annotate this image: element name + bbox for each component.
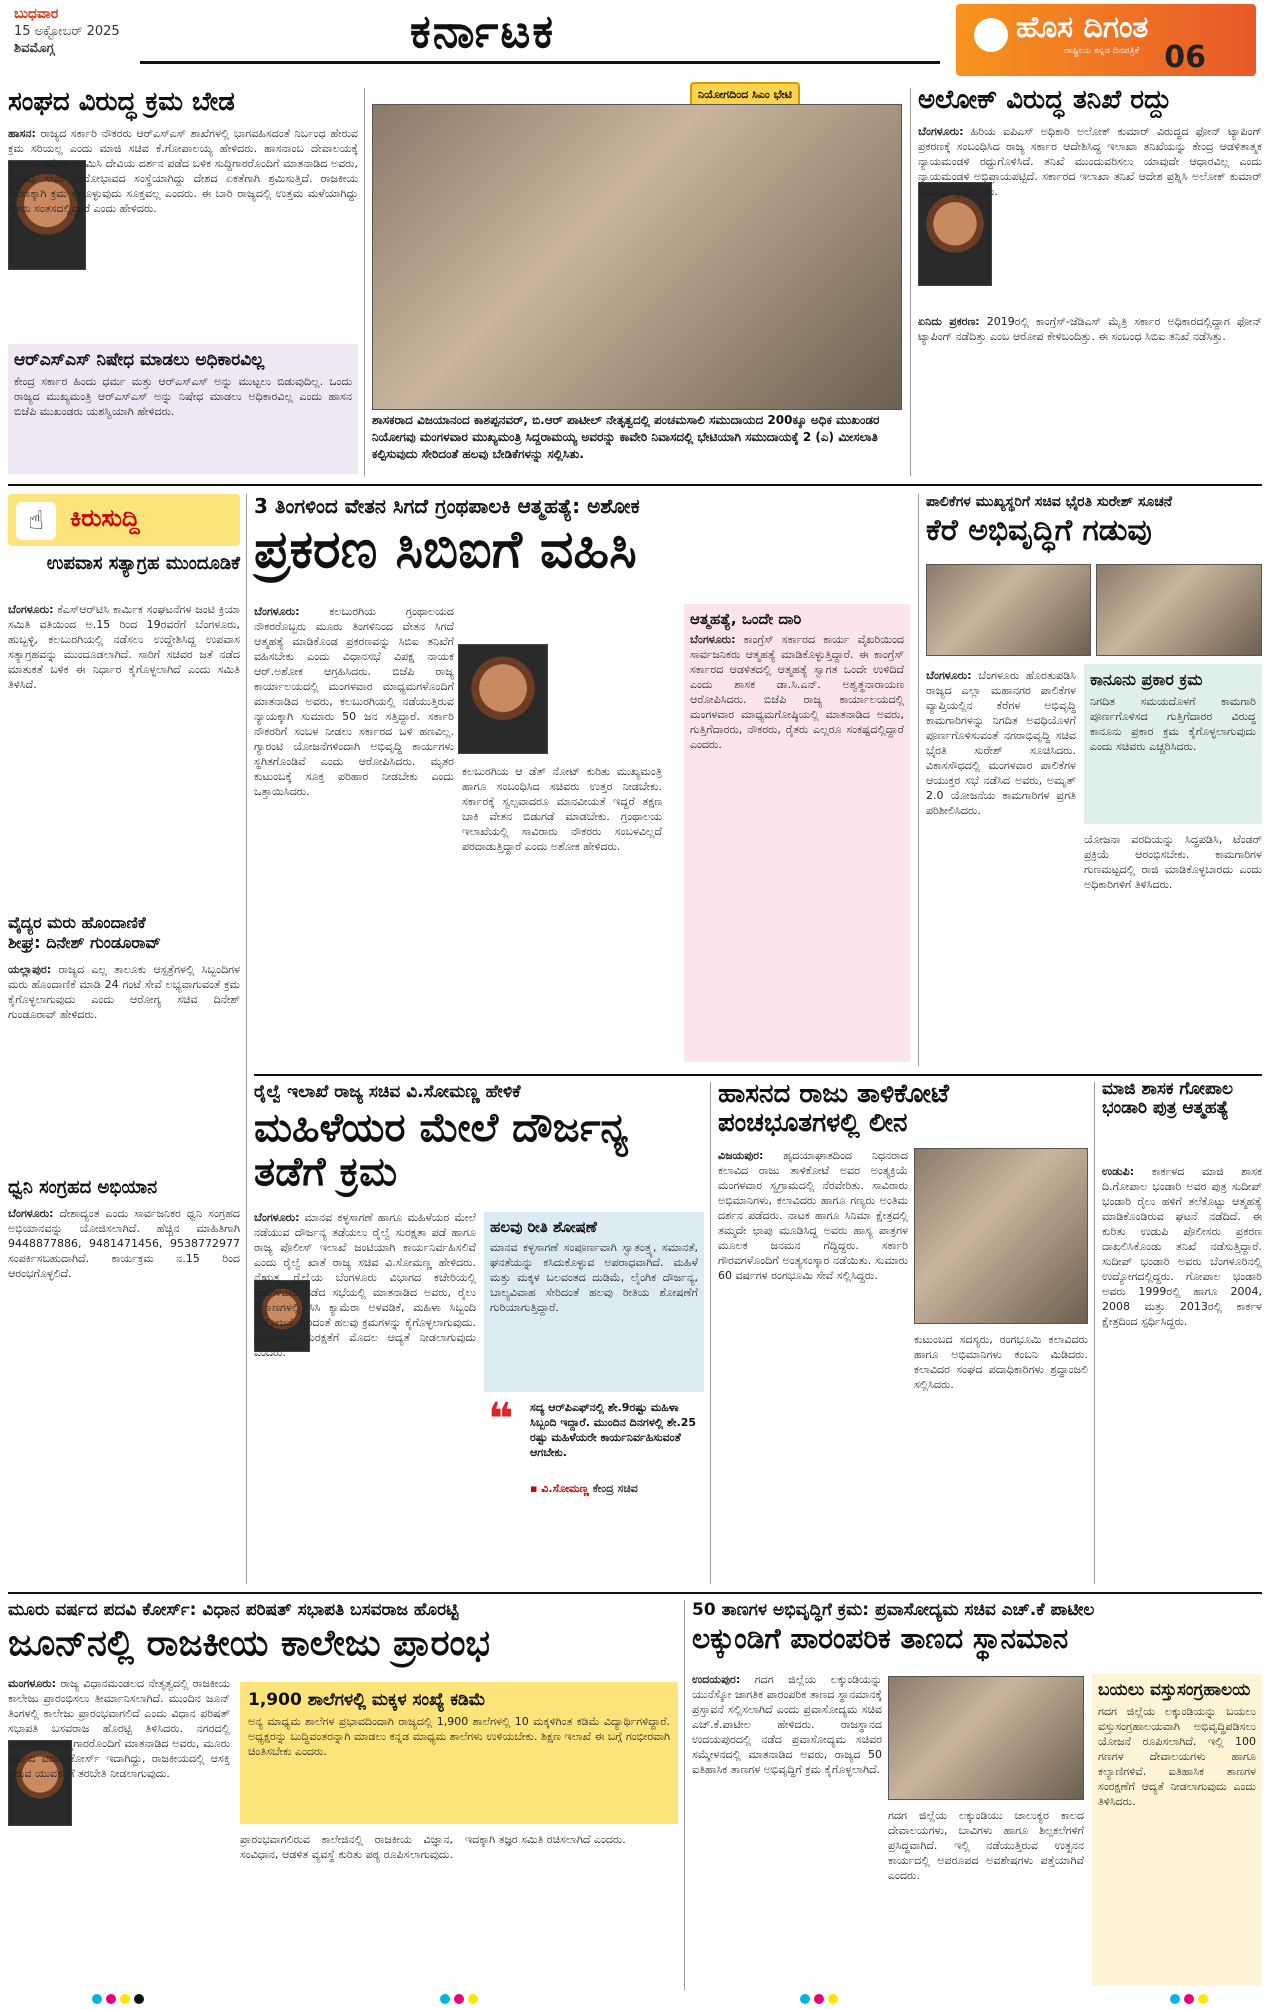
article-alok [918,86,1262,478]
header-day: ಬುಧವಾರ [14,6,59,22]
sub-body: ಕೇಂದ್ರ ಸರ್ಕಾರ ಹಿಂದು ಧರ್ಮ ಮತ್ತು ಆರ್‌ಎಸ್‌ಎಸ್ ಅನ್ನು ಮುಟ್ಟಲು ಬಿಡುವುದಿಲ್ಲ. ಒಂದು ರಾಜ್ಯದ ಮುಖ್ಯಮಂತ್ರಿ ಆರ್‌ಎಸ್‌ಎಸ್ ಅನ್ನು ನಿಷೇಧ ಮಾಡಲು ಅಧಿಕಾರವಿಲ್ಲ ಎಂದು ಹಾಸನ ಬಿಜೆಪಿ ಮುಖಂಡರು ಯಶಸ್ವಿಯಾಗಿ ಹೇಳಿದರು. [14,375,352,418]
kicker: 3 ತಿಂಗಳಿಂದ ವೇತನ ಸಿಗದೆ ಗ್ರಂಥಪಾಲಕಿ ಆತ್ಮಹತ್ಯೆ: ಅಶೋಕ [254,494,640,518]
body-text: ದೇಶಾದ್ಯಂತ ಎಂದು ಸಾರ್ವಜನಿಕರ ಧ್ವನಿ ಸಂಗ್ರಹದ ಅಭಿಯಾನವನ್ನು ಯೋಜಿಸಲಾಗಿದೆ. ಹೆಚ್ಚಿನ ಮಾಹಿತಿಗಾಗಿ 9448877886, 9481471456, 9538772977 ಸಂಪರ್ಕಿಸಬಹುದಾಗಿದೆ. ಕಾರ್ಯಕ್ರಮ ನ.15 ರಿಂದ ಆರಂಭಗೊಳ್ಳಲಿದೆ. [8,1207,240,1280]
brief-body [8,962,240,1168]
registration-mark [828,1994,838,2004]
article-lakkundi [692,1600,1262,1990]
article-college [8,1600,678,1990]
photo-caption: ಶಾಸಕರಾದ ವಿಜಯಾನಂದ ಕಾಶಪ್ಪನವರ್, ಬಿ.ಆರ್ ಪಾಟೀಲ್ ನೇತೃತ್ವದಲ್ಲಿ ಪಂಚಮಸಾಲಿ ಸಮುದಾಯದ 200ಕ್ಕೂ ಅಧಿಕ ಮುಖಂಡರ ನಿಯೋಗವು ಮಂಗಳವಾರ ಮುಖ್ಯಮಂತ್ರಿ ಸಿದ್ದರಾಮಯ್ಯ ಅವರನ್ನು ಕಾವೇರಿ ನಿವಾಸದಲ್ಲಿ ಭೇಟಿಯಾಗಿ ಸಮುದಾಯಕ್ಕೆ 2 (ಎ) ಮೀಸಲಾತಿ ಕಲ್ಪಿಸುವುದು ಸೇರಿದಂತೆ ಹಲವು ಬೇಡಿಕೆಗಳನ್ನು ಸಲ್ಲಿಸಿತು. [372,413,880,461]
sidebar-box [684,604,910,1062]
body-text: ಹೃದಯಾಘಾತದಿಂದ ನಿಧನರಾದ ಕಲಾವಿದ ರಾಜು ತಾಳಿಕೋಟೆ ಅವರ ಅಂತ್ಯಕ್ರಿಯೆ ಮಂಗಳವಾರ ಸ್ವಗ್ರಾಮದಲ್ಲಿ ನೆರವೇರಿತು. ಸಾವಿರಾರು ಅಭಿಮಾನಿಗಳು, ಕಲಾವಿದರು ಹಾಗೂ ಗಣ್ಯರು ಅಂತಿಮ ದರ್ಶನ ಪಡೆದರು. ನಾಟಕ ಹಾಗೂ ಸಿನಿಮಾ ಕ್ಷೇತ್ರದಲ್ಲಿ ತಮ್ಮದೇ ಛಾಪು ಮೂಡಿಸಿದ್ದ ಅವರು ಹಾಸ್ಯ ಪಾತ್ರಗಳ ಮೂಲಕ ಜನಮನ ಗೆದ್ದಿದ್ದರು. ಸರ್ಕಾರಿ ಗೌರವಗಳೊಂದಿಗೆ ಅಂತ್ಯಸಂಸ್ಕಾರ ನಡೆಯಿತು. ಸುಮಾರು 60 ವರ್ಷಗಳ ರಂಗಭೂಮಿ ಸೇವೆ ಸಲ್ಲಿಸಿದ್ದರು. [718,1149,908,1282]
article-cm-delegation [372,82,902,478]
dateline: ಉಡುಪಿ: [1102,1165,1135,1178]
headline: ಕೆರೆ ಅಭಿವೃದ್ಧಿಗೆ ಗಡುವು [926,513,1152,548]
article-body [254,1210,476,1580]
paper-tagline: ರಾಷ್ಟ್ರೀಯ ಕನ್ನಡ ದಿನಪತ್ರಿಕೆ [1064,46,1140,56]
kicker: 50 ತಾಣಗಳ ಅಭಿವೃದ್ಧಿಗೆ ಕ್ರಮ: ಪ್ರವಾಸೋದ್ಯಮ ಸಚಿವ ಎಚ್.ಕೆ ಪಾಟೀಲ [692,1600,1095,1620]
headline: ಜೂನ್‌ನಲ್ಲಿ ರಾಜಕೀಯ ಕಾಲೇಜು ಪ್ರಾರಂಭ [8,1623,491,1664]
portrait-photo [458,644,548,754]
body-text: ಕಾರ್ಕಳದ ಮಾಜಿ ಶಾಸಕ ದಿ.ಗೋಪಾಲ ಭಂಡಾರಿ ಅವರ ಪುತ್ರ ಸುದೀಪ್ ಭಂಡಾರಿ ರೈಲು ಹಳಿಗೆ ತಲೆಕೊಟ್ಟು ಆತ್ಮಹತ್ಯೆ ಮಾಡಿಕೊಂಡಿರುವ ಘಟನೆ ನಡೆದಿದೆ. ಈ ಕುರಿತು ಉಡುಪಿ ಪೊಲೀಸರು ಪ್ರಕರಣ ದಾಖಲಿಸಿಕೊಂಡು ತನಿಖೆ ನಡೆಸುತ್ತಿದ್ದಾರೆ. ಸುದೀಪ್ ಭಂಡಾರಿ ಅವರು ಬೆಂಗಳೂರಿನಲ್ಲಿ ಉದ್ಯೋಗದಲ್ಲಿದ್ದರು. ಗೋಪಾಲ ಭಂಡಾರಿ ಅವರು 1999ರಲ್ಲಿ ಹಾಗೂ 2004, 2008 ಮತ್ತು 2013ರಲ್ಲಿ ಕಾರ್ಕಳ ಕ್ಷೇತ್ರದಿಂದ ಸ್ಪರ್ಧಿಸಿದ್ದರು. [1102,1165,1262,1328]
kicker: ಪಾಲಿಕೆಗಳ ಮುಖ್ಯಸ್ಥರಿಗೆ ಸಚಿವ ಭೈರತಿ ಸುರೇಶ್ ಸೂಚನೆ [926,494,1173,510]
sidebar-box [484,1212,704,1392]
subhead: ಆರ್‌ಎಸ್‌ಎಸ್ ನಿಷೇಧ ಮಾಡಲು ಅಧಿಕಾರವಿಲ್ಲ [14,350,265,370]
dateline: ಬೆಂಗಳೂರು: [254,605,300,618]
body-text: ರಾಜ್ಯ ವಿಧಾನಮಂಡಲದ ನೇತೃತ್ವದಲ್ಲಿ ರಾಜಕೀಯ ಕಾಲೇಜು ಪ್ರಾರಂಭಿಸಲು ತೀರ್ಮಾನಿಸಲಾಗಿದೆ. ಮುಂದಿನ ಜೂನ್ ತಿಂಗಳಲ್ಲಿ ಕಾಲೇಜು ಪ್ರಾರಂಭವಾಗಲಿದೆ ಎಂದು ವಿಧಾನ ಪರಿಷತ್ ಸಭಾಪತಿ ಬಸವರಾಜ ಹೊರಟ್ಟಿ ತಿಳಿಸಿದರು. ನಗರದಲ್ಲಿ ಮಂಗಳವಾರ ಸುದ್ದಿಗಾರರೊಂದಿಗೆ ಮಾತನಾಡಿದ ಅವರು, ಮೂರು ವರ್ಷದ ಪದವಿ ಕೋರ್ಸ್ ಇದಾಗಿದ್ದು, ರಾಜಕೀಯದಲ್ಲಿ ಆಸಕ್ತಿ ಇರುವ ಯುವಕರಿಗೆ ತರಬೇತಿ ನೀಡಲಾಗುವುದು. [8,1677,230,1780]
sidebar-title: ಕಾನೂನು ಪ್ರಕಾರ ಕ್ರಮ [1090,670,1203,689]
page-number: 06 [1164,40,1206,75]
body-text: ರಾಜ್ಯದ ಎಲ್ಲ ತಾಲೂಕು ಆಸ್ಪತ್ರೆಗಳಲ್ಲಿ ಸಿಬ್ಬಂದಿಗಳ ಮರು ಹೊಂದಾಣಿಕೆ ಮಾಡಿ 24 ಗಂಟೆ ಸೇವೆ ಲಭ್ಯವಾಗುವಂತೆ ಕ್ರಮ ಕೈಗೊಳ್ಳಲಾಗುವುದು ಎಂದು ಆರೋಗ್ಯ ಸಚಿವ ದಿನೇಶ್ ಗುಂಡೂರಾವ್ ಹೇಳಿದರು. [8,963,240,1021]
article-body [254,604,454,1064]
sidebar-body [690,632,904,1052]
dateline: ಯಲ್ಲಾಪುರ: [8,963,52,976]
quote-role: ಕೇಂದ್ರ ಸಚಿವ [592,1482,638,1495]
headline: ಹಾಸನದ ರಾಜು ತಾಳಿಕೋಟೆ ಪಂಚಭೂತಗಳಲ್ಲಿ ಲೀನ [718,1079,950,1138]
paper-logo [956,4,1256,76]
brief-body [8,1206,240,1578]
headline: ಮಹಿಳೆಯರ ಮೇಲೆ ದೌರ್ಜನ್ಯ ತಡೆಗೆ ಕ್ರಮ [254,1105,629,1195]
quote-attribution [530,1482,704,1496]
brief-body [8,602,240,902]
dateline: ಬೆಂಗಳೂರು: [8,1207,54,1220]
kicker: ರೈಲ್ವೆ ಇಲಾಖೆ ರಾಜ್ಯ ಸಚಿವ ವಿ.ಸೋಮಣ್ಣ ಹೇಳಿಕೆ [254,1082,521,1102]
pull-quote: ಸದ್ಯ ಆರ್‌ಪಿಎಫ್‌ನಲ್ಲಿ ಶೇ.9ರಷ್ಟು ಮಹಿಳಾ ಸಿಬ್ಬಂದಿ ಇದ್ದಾರೆ. ಮುಂದಿನ ದಿನಗಳಲ್ಲಿ ಶೇ.25 ರಷ್ಟು ಮಹಿಳೆಯರೇ ಕಾರ್ಯನಿರ್ವಹಿಸುವಂತೆ ಆಗಬೇಕು. [530,1401,697,1459]
registration-mark [134,1994,144,2004]
article-sangha [8,88,358,476]
meeting-photo-1 [926,564,1091,656]
article-kere [926,494,1262,1066]
article-body-2: ಗದಗ ಜಿಲ್ಲೆಯ ಲಕ್ಕುಂಡಿಯು ಚಾಲುಕ್ಯರ ಕಾಲದ ದೇವಾಲಯಗಳು, ಬಾವಿಗಳು ಹಾಗೂ ಶಿಲ್ಪಕಲೆಗಳಿಗೆ ಪ್ರಸಿದ್ಧವಾಗಿದೆ. ಇಲ್ಲಿ ನಡೆಯುತ್ತಿರುವ ಉತ್ಖನನ ಕಾರ್ಯದಲ್ಲಿ ಅಪರೂಪದ ಅವಶೇಷಗಳು ಪತ್ತೆಯಾಗಿವೆ ಎಂದರು. [888,1809,1084,1882]
registration-mark [1170,1994,1180,2004]
headline: ಮಾಜಿ ಶಾಸಕ ಗೋಪಾಲ ಭಂಡಾರಿ ಪುತ್ರ ಆತ್ಮಹತ್ಯೆ [1102,1079,1233,1118]
sub-article-box [8,344,358,474]
sidebar-body: ಗದಗ ಜಿಲ್ಲೆಯ ಲಕ್ಕುಂಡಿಯನ್ನು ಬಯಲು ವಸ್ತುಸಂಗ್ರಹಾಲಯವಾಗಿ ಅಭಿವೃದ್ಧಿಪಡಿಸಲು ಯೋಜನೆ ರೂಪಿಸಲಾಗಿದೆ. ಇಲ್ಲಿ 100 ಗಣಗಳ ದೇವಾಲಯಗಳು ಹಾಗೂ ಕಲ್ಯಾಣಿಗಳಿವೆ. ಐತಿಹಾಸಿಕ ತಾಣಗಳ ಸಂರಕ್ಷಣೆಗೆ ಆದ್ಯತೆ ನೀಡಲಾಗುವುದು ಎಂದು ತಿಳಿಸಿದರು. [1098,1705,1256,1808]
sub-label: ಏನಿದು ಪ್ರಕರಣ: [918,315,980,328]
body-text: ಹಿರಿಯ ಐಪಿಎಸ್ ಅಧಿಕಾರಿ ಅಲೋಕ್ ಕುಮಾರ್ ವಿರುದ್ಧದ ಫೋನ್ ಟ್ಯಾಪಿಂಗ್ ಪ್ರಕರಣಕ್ಕೆ ಸಂಬಂಧಿಸಿದ ರಾಜ್ಯ ಸರ್ಕಾರ ಆದೇಶಿಸಿದ್ದ ಇಲಾಖಾ ತನಿಖೆಯನ್ನು ಕೇಂದ್ರ ಆಡಳಿತಾತ್ಮಕ ನ್ಯಾಯಮಂಡಳಿ ರದ್ದುಗೊಳಿಸಿದೆ. ತನಿಖೆ ಮುಂದುವರಿಸಲು ಯಾವುದೇ ಆಧಾರವಿಲ್ಲ ಎಂದು ನ್ಯಾಯಮಂಡಳಿ ಅಭಿಪ್ರಾಯಪಟ್ಟಿದೆ. ಸರ್ಕಾರದ ಇಲಾಖಾ ತನಿಖೆ ಆದೇಶ ಪ್ರಶ್ನಿಸಿ ಅಲೋಕ್ ಕುಮಾರ್ ಸಿಎಟಿ ಮೆಟ್ಟಿಲೇರಿದ್ದರು. [918,125,1262,198]
article-body [926,668,1076,888]
dateline: ಬೆಂಗಳೂರು: [254,1211,300,1224]
article-body [1102,1164,1262,1580]
headline: ಲಕ್ಕುಂಡಿಗೆ ಪಾರಂಪರಿಕ ತಾಣದ ಸ್ಥಾನಮಾನ [692,1622,1069,1655]
article-body [8,126,358,336]
article-body [692,1672,882,1986]
dateline: ಬೆಂಗಳೂರು: [926,669,972,682]
quote-mark-icon: ❝ [488,1394,514,1445]
registration-mark [468,1994,478,2004]
dateline: ಮಂಗಳೂರು: [8,1677,56,1690]
article-cbi [254,494,910,1066]
article-body-2: ಕುಟುಂಬದ ಸದಸ್ಯರು, ರಂಗಭೂಮಿ ಕಲಾವಿದರು ಹಾಗೂ ಅಭಿಮಾನಿಗಳು ಕಂಬನಿ ಮಿಡಿದರು. ಕಲಾವಿದರ ಸಂಘದ ಪದಾಧಿಕಾರಿಗಳು ಶ್ರದ್ಧಾಂಜಲಿ ಸಲ್ಲಿಸಿದರು. [914,1333,1088,1391]
sub-section [918,314,1262,474]
registration-mark [454,1994,464,2004]
finger-point-icon: ☝ [16,502,56,540]
dateline: ಬೆಂಗಳೂರು: [918,125,964,138]
article-bhandari [1102,1080,1262,1584]
article-body [8,1676,230,1986]
body-text: ಕೆಎಸ್‌ಆರ್‌ಟಿಸಿ ಕಾರ್ಮಿಕ ಸಂಘಟನೆಗಳ ಜಂಟಿ ಕ್ರಿಯಾ ಸಮಿತಿ ವತಿಯಿಂದ ಅ.15 ರಿಂದ 19ರವರೆಗೆ ಬೆಂಗಳೂರು, ಹುಬ್ಬಳ್ಳಿ, ಕಲಬುರಗಿಯಲ್ಲಿ ನಡೆಸಲು ಉದ್ದೇಶಿಸಿದ್ದ ಉಪವಾಸ ಸತ್ಯಾಗ್ರಹವನ್ನು ಮುಂದೂಡಲಾಗಿದೆ. ಸಾರಿಗೆ ಸಚಿವರ ಜತೆ ನಡೆದ ಮಾತುಕತೆ ಬಳಿಕ ಈ ನಿರ್ಧಾರ ಕೈಗೊಳ್ಳಲಾಗಿದೆ ಎಂದು ಸಮಿತಿ ತಿಳಿಸಿದೆ. [8,603,240,691]
photo-badge: ನಿಯೋಗದಿಂದ ಸಿಎಂ ಭೇಟಿ [690,82,800,120]
dateline: ವಿಜಯಪುರ: [718,1149,764,1162]
article-body [918,124,1262,306]
briefs-column [8,494,240,1584]
body-text: ಬೆಂಗಳೂರು ಹೊರತುಪಡಿಸಿ ರಾಜ್ಯದ ಎಲ್ಲಾ ಮಹಾನಗರ ಪಾಲಿಕೆಗಳ ವ್ಯಾಪ್ತಿಯಲ್ಲಿನ ಕೆರೆಗಳ ಅಭಿವೃದ್ಧಿ ಕಾಮಗಾರಿಗಳನ್ನು ನಿಗದಿತ ಅವಧಿಯೊಳಗೆ ಪೂರ್ಣಗೊಳಿಸುವಂತೆ ನಗರಾಭಿವೃದ್ಧಿ ಸಚಿವ ಭೈರತಿ ಸುರೇಶ್ ಸೂಚಿಸಿದರು. ವಿಕಾಸಸೌಧದಲ್ಲಿ ಮಂಗಳವಾರ ಪಾಲಿಕೆಗಳ ಆಯುಕ್ತರ ಸಭೆ ನಡೆಸಿದ ಅವರು, ಅಮೃತ್ 2.0 ಯೋಜನೆಯ ಕಾಮಗಾರಿಗಳ ಪ್ರಗತಿ ಪರಿಶೀಲಿಸಿದರು. [926,669,1076,817]
header-date: 15 ಅಕ್ಟೋಬರ್ 2025 [14,24,120,39]
meeting-photo-2 [1096,564,1262,656]
header-dateline [14,6,120,57]
dateline: ಉದಯಪುರ: [692,1673,741,1686]
brief-title: ವೈದ್ಯರ ಮರು ಹೊಂದಾಣಿಕೆ [8,913,146,932]
headline: ಪ್ರಕರಣ ಸಿಬಿಐಗೆ ವಹಿಸಿ [254,520,637,580]
paper-name: ಹೊಸ ದಿಗಂತ [1016,10,1149,45]
body-text: ಗದಗ ಜಿಲ್ಲೆಯ ಲಕ್ಕುಂಡಿಯನ್ನು ಯುನೆಸ್ಕೋ ಜಾಗತಿಕ ಪಾರಂಪರಿಕ ತಾಣದ ಸ್ಥಾನಮಾನಕ್ಕೆ ಪ್ರಸ್ತಾವನೆ ಸಲ್ಲಿಸಲಾಗಿದೆ ಎಂದು ಪ್ರವಾಸೋದ್ಯಮ ಸಚಿವ ಎಚ್.ಕೆ.ಪಾಟೀಲ ಹೇಳಿದರು. ರಾಜಸ್ಥಾನದ ಉದಯಪುರದಲ್ಲಿ ನಡೆದ ಪ್ರವಾಸೋದ್ಯಮ ಸಚಿವರ ಸಮ್ಮೇಳನದಲ್ಲಿ ಮಾತನಾಡಿದ ಅವರು, ರಾಜ್ಯದ 50 ಐತಿಹಾಸಿಕ ತಾಣಗಳ ಅಭಿವೃದ್ಧಿಗೆ ಕ್ರಮ ಕೈಗೊಳ್ಳಲಾಗಿದೆ. [692,1673,882,1776]
article-body-2: ಕಲಬುರಗಿಯ ಆ ಡೆತ್ ನೋಟ್ ಕುರಿತು ಮುಖ್ಯಮಂತ್ರಿ ಹಾಗೂ ಸಂಬಂಧಿಸಿದ ಸಚಿವರು ಉತ್ತರ ನೀಡಬೇಕು. ಸರ್ಕಾರಕ್ಕೆ ಸ್ವಲ್ಪವಾದರೂ ಮಾನವೀಯತೆ ಇದ್ದರೆ ತಕ್ಷಣ ಬಾಕಿ ವೇತನ ಬಿಡುಗಡೆ ಮಾಡಬೇಕು. ಗ್ರಂಥಾಲಯ ಇಲಾಖೆಯಲ್ಲಿ ಸಾವಿರಾರು ನೌಕರರು ಸಂಬಳವಿಲ್ಲದೆ ಪರದಾಡುತ್ತಿದ್ದಾರೆ ಎಂದು ಅಶೋಕ ಹೇಳಿದರು. [462,765,662,853]
headline: ಅಲೋಕ್ ವಿರುದ್ಧ ತನಿಖೆ ರದ್ದು [918,85,1172,115]
headline: ಸಂಘದ ವಿರುದ್ಧ ಕ್ರಮ ಬೇಡ [8,87,235,117]
highlight-box [240,1682,678,1824]
header-city: ಶಿವಮೊಗ್ಗ [14,41,55,56]
registration-mark [106,1994,116,2004]
registration-mark [120,1994,130,2004]
funeral-photo [914,1148,1088,1324]
registration-mark [1198,1994,1208,2004]
group-photo [372,104,902,410]
article-railway [254,1082,704,1584]
logo-emblem-icon [974,18,1008,52]
article-body-2: ಪ್ರಾರಂಭವಾಗಲಿರುವ ಕಾಲೇಜಿನಲ್ಲಿ ರಾಜಕೀಯ ವಿಜ್ಞಾನ, ಸಂವಿಧಾನ, ಆಡಳಿತ ವ್ಯವಸ್ಥೆ ಕುರಿತು ಪಠ್ಯ ರೂಪಿಸಲಾಗುವುದು. ಇದಕ್ಕಾಗಿ ತಜ್ಞರ ಸಮಿತಿ ರಚಿಸಲಾಗಿದೆ ಎಂದರು. [240,1833,626,1861]
body-text: ರಾಜ್ಯದ ಸರ್ಕಾರಿ ನೌಕರರು ಆರ್‌ಎಸ್‌ಎಸ್ ಶಾಖೆಗಳಲ್ಲಿ ಭಾಗವಹಿಸದಂತೆ ನಿರ್ಬಂಧ ಹೇರುವ ಕ್ರಮ ಸರಿಯಲ್ಲ ಎಂದು ಮಾಜಿ ಸಚಿವ ಕೆ.ಗೋಪಾಲಯ್ಯ ಹೇಳಿದರು. ಹಾಸನಾಂಬ ದೇವಾಲಯಕ್ಕೆ ಕುಟುಂಬ ಸಮೇತ ಆಗಮಿಸಿ ದೇವಿಯ ದರ್ಶನ ಪಡೆದ ಬಳಿಕ ಸುದ್ದಿಗಾರರೊಂದಿಗೆ ಮಾತನಾಡಿದ ಅವರು, ಸಂಘವು ಸೇವಾ ಮನೋಭಾವದ ಸಂಸ್ಥೆಯಾಗಿದ್ದು ದೇಶದ ಏಕತೆಗಾಗಿ ಶ್ರಮಿಸುತ್ತಿದೆ. ರಾಜಕೀಯ ಕಾರಣಕ್ಕಾಗಿ ಕ್ರಮ ಕೈಗೊಳ್ಳುವುದು ಸೂಕ್ತವಲ್ಲ ಎಂದರು. ಈ ಬಾರಿ ರಾಜ್ಯದಲ್ಲಿ ಉತ್ತಮ ಮಳೆಯಾಗಿದ್ದು ರೈತರು ಸಂತಸದಲ್ಲಿದ್ದಾರೆ ಎಂದು ಹೇಳಿದರು. [8,127,358,215]
registration-mark [1184,1994,1194,2004]
kicker: ಮೂರು ವರ್ಷದ ಪದವಿ ಕೋರ್ಸ್: ವಿಧಾನ ಪರಿಷತ್ ಸಭಾಪತಿ ಬಸವರಾಜ ಹೊರಟ್ಟಿ [8,1600,459,1620]
sub-body: 2019ರಲ್ಲಿ ಕಾಂಗ್ರೆಸ್-ಜೆಡಿಎಸ್ ಮೈತ್ರಿ ಸರ್ಕಾರ ಅಧಿಕಾರದಲ್ಲಿದ್ದಾಗ ಫೋನ್ ಟ್ಯಾಪಿಂಗ್ ನಡೆದಿತ್ತು ಎಂಬ ಆರೋಪ ಕೇಳಿಬಂದಿತ್ತು. ಈ ಸಂಬಂಧ ಸಿಬಿಐ ತನಿಖೆ ನಡೆಸಿತ್ತು. [918,315,1262,343]
body-text: ಮಾನವ ಕಳ್ಳಸಾಗಣೆ ಹಾಗೂ ಮಹಿಳೆಯರ ಮೇಲೆ ನಡೆಯುವ ದೌರ್ಜನ್ಯ ತಡೆಯಲು ರೈಲ್ವೆ ಸುರಕ್ಷತಾ ಪಡೆ ಹಾಗೂ ರಾಜ್ಯ ಪೊಲೀಸ್ ಇಲಾಖೆ ಜಂಟಿಯಾಗಿ ಕಾರ್ಯನಿರ್ವಹಿಸಲಿವೆ ಎಂದು ರೈಲ್ವೆ ಖಾತೆ ರಾಜ್ಯ ಸಚಿವ ವಿ.ಸೋಮಣ್ಣ ಹೇಳಿದರು. ನೈಋತ್ಯ ರೈಲ್ವೆಯ ಬೆಂಗಳೂರು ವಿಭಾಗದ ಕಚೇರಿಯಲ್ಲಿ ಮಂಗಳವಾರ ನಡೆದ ಸಭೆಯಲ್ಲಿ ಮಾತನಾಡಿದ ಅವರು, ರೈಲು ನಿಲ್ದಾಣಗಳಲ್ಲಿ ಸಿಸಿ ಕ್ಯಾಮೆರಾ ಅಳವಡಿಕೆ, ಮಹಿಳಾ ಸಿಬ್ಬಂದಿ ನಿಯೋಜನೆ ಸೇರಿದಂತೆ ಹಲವು ಕ್ರಮಗಳನ್ನು ಕೈಗೊಳ್ಳಲಾಗುವುದು. ಪ್ರಯಾಣಿಕರ ಸುರಕ್ಷತೆಗೆ ಮೊದಲ ಆದ್ಯತೆ ನೀಡಲಾಗುವುದು ಎಂದರು. [254,1211,476,1359]
briefs-label: ಕಿರುಸುದ್ದಿ [70,504,140,532]
sidebar-title: ಹಲವು ರೀತಿ ಶೋಷಣೆ [490,1218,597,1236]
dateline: ಹಾಸನ: [8,127,36,140]
quote-author: ▪ ವಿ.ಸೋಮಣ್ಣ [530,1482,589,1495]
dateline: ಬೆಂಗಳೂರು: [690,633,736,646]
article-body [718,1148,908,1578]
body-text: ಕಾಂಗ್ರೆಸ್ ಸರ್ಕಾರದ ಕಾರ್ಯ ವೈಖರಿಯಿಂದ ಸಾರ್ವಜನಿಕರು ಆತ್ಮಹತ್ಯೆ ಮಾಡಿಕೊಳ್ಳುತ್ತಿದ್ದಾರೆ. ಈ ಕಾಂಗ್ರೆಸ್ ಸರ್ಕಾರದ ಆಡಳಿತದಲ್ಲಿ ಆತ್ಮಹತ್ಯೆ ಸ್ವಾಗತ ಒಂದೇ ಉಳಿದಿದೆ ಎಂದು ಶಾಸಕ ಡಾ.ಸಿ.ಎನ್. ಅಶ್ವತ್ಥನಾರಾಯಣ ಆರೋಪಿಸಿದರು. ಬಿಜೆಪಿ ರಾಜ್ಯ ಕಾರ್ಯಾಲಯದಲ್ಲಿ ಮಂಗಳವಾರ ಮಾಧ್ಯಮಗೋಷ್ಠಿಯಲ್ಲಿ ಮಾತನಾಡಿದ ಅವರು, ಗುತ್ತಿಗೆದಾರರು, ನೌಕರರು, ರೈತರು ಎಲ್ಲರೂ ಸಂಕಷ್ಟದಲ್ಲಿದ್ದಾರೆ ಎಂದರು. [690,633,904,751]
registration-mark [800,1994,810,2004]
section-masthead [140,2,940,64]
highlight-body: ಅನ್ಯ ಮಾಧ್ಯಮ ಶಾಲೆಗಳ ಪ್ರಭಾವದಿಂದಾಗಿ ರಾಜ್ಯದಲ್ಲಿ 1,900 ಶಾಲೆಗಳಲ್ಲಿ 10 ಮಕ್ಕಳಿಗಿಂತ ಕಡಿಮೆ ವಿದ್ಯಾರ್ಥಿಗಳಿದ್ದಾರೆ. ಅಧ್ಯಕ್ಷರನ್ನು ಬುದ್ಧಿವಂತರನ್ನಾಗಿ ಮಾಡಲು ಕನ್ನಡ ಮಾಧ್ಯಮ ಶಾಲೆಗಳು ಉಳಿಯಬೇಕು. ಶಿಕ್ಷಣ ಇಲಾಖೆ ಈ ಬಗ್ಗೆ ಗಂಭೀರವಾಗಿ ಚಿಂತಿಸಬೇಕು ಎಂದರು. [248,1715,670,1758]
sidebar-title: ಬಯಲು ವಸ್ತುಸಂಗ್ರಹಾಲಯ [1098,1680,1251,1700]
briefs-banner [8,494,240,546]
brief-title-b: ಶೀಘ್ರ: ದಿನೇಶ್ ಗುಂಡೂರಾವ್ [8,933,161,952]
registration-mark [440,1994,450,2004]
section-title: ಕರ್ನಾಟಕ [410,4,556,58]
article-body-2: ಯೋಜನಾ ವರದಿಯನ್ನು ಸಿದ್ಧಪಡಿಸಿ, ಟೆಂಡರ್ ಪ್ರಕ್ರಿಯೆ ಆರಂಭಿಸಬೇಕು. ಕಾಮಗಾರಿಗಳ ಗುಣಮಟ್ಟದಲ್ಲಿ ರಾಜಿ ಮಾಡಿಕೊಳ್ಳಬಾರದು ಎಂದು ಅಧಿಕಾರಿಗಳಿಗೆ ತಿಳಿಸಿದರು. [1084,833,1262,891]
body-text: ಕಲಬುರಗಿಯ ಗ್ರಂಥಾಲಯದ ನೌಕರರೊಬ್ಬರು ಮೂರು ತಿಂಗಳಿನಿಂದ ವೇತನ ಸಿಗದೆ ಆತ್ಮಹತ್ಯೆ ಮಾಡಿಕೊಂಡ ಪ್ರಕರಣವನ್ನು ಸಿಬಿಐ ತನಿಖೆಗೆ ವಹಿಸಬೇಕು ಎಂದು ವಿಧಾನಸಭೆ ವಿಪಕ್ಷ ನಾಯಕ ಆರ್.ಅಶೋಕ ಆಗ್ರಹಿಸಿದರು. ಬಿಜೆಪಿ ರಾಜ್ಯ ಕಾರ್ಯಾಲಯದಲ್ಲಿ ಮಂಗಳವಾರ ಮಾಧ್ಯಮಗಳೊಂದಿಗೆ ಮಾತನಾಡಿದ ಅವರು, ಕಲಬುರಗಿಯಲ್ಲಿ ನಡೆಯುತ್ತಿರುವ ನ್ಯಾಯಕ್ಕಾಗಿ ಸುಮಾರು 50 ಜನ ಸತ್ತಿದ್ದಾರೆ. ಸರ್ಕಾರಿ ನೌಕರರಿಗೆ ಸಂಬಳ ನೀಡಲು ಸರ್ಕಾರದ ಬಳಿ ಹಣವಿಲ್ಲ. ಗ್ಯಾರಂಟಿ ಯೋಜನೆಗಳಿಂದಾಗಿ ಅಭಿವೃದ್ಧಿ ಕಾರ್ಯಗಳು ಸ್ಥಗಿತಗೊಂಡಿವೆ ಎಂದು ಆರೋಪಿಸಿದರು. ಮೃತರ ಕುಟುಂಬಕ್ಕೆ ಸೂಕ್ತ ಪರಿಹಾರ ನೀಡಬೇಕು ಎಂದು ಒತ್ತಾಯಿಸಿದರು. [254,605,454,798]
brief-title: ಉಪವಾಸ ಸತ್ಯಾಗ್ರಹ ಮುಂದೂಡಿಕೆ [46,553,240,574]
registration-mark [814,1994,824,2004]
highlight-title: 1,900 ಶಾಲೆಗಳಲ್ಲಿ ಮಕ್ಕಳ ಸಂಖ್ಯೆ ಕಡಿಮೆ [248,1690,486,1710]
brief-title: ಧ್ವನಿ ಸಂಗ್ರಹದ ಅಭಿಯಾನ [8,1177,158,1198]
sidebar-box [1092,1674,1262,1986]
registration-mark [92,1994,102,2004]
sidebar-box [1084,664,1262,824]
dateline: ಬೆಂಗಳೂರು: [8,603,54,616]
article-hasan [718,1080,1088,1584]
sidebar-body: ಮಾನವ ಕಳ್ಳಸಾಗಣೆ ಸಂಪೂರ್ಣವಾಗಿ ಸ್ವಾತಂತ್ರ್ಯ, ಸಮಾನತೆ, ಘನತೆಯನ್ನು ಕಸಿದುಕೊಳ್ಳುವ ಅಪರಾಧವಾಗಿದೆ. ಮಹಿಳೆ ಮತ್ತು ಮಕ್ಕಳ ಬಲವಂತದ ದುಡಿಮೆ, ಲೈಂಗಿಕ ದೌರ್ಜನ್ಯ, ಬಾಲ್ಯವಿವಾಹ ಸೇರಿದಂತೆ ಹಲವು ರೀತಿಯ ಶೋಷಣೆಗೆ ಗುರಿಯಾಗುತ್ತಿದ್ದಾರೆ. [490,1241,698,1314]
sidebar-body: ನಿಗದಿತ ಸಮಯದೊಳಗೆ ಕಾಮಗಾರಿ ಪೂರ್ಣಗೊಳಿಸದ ಗುತ್ತಿಗೆದಾರರ ವಿರುದ್ಧ ಕಾನೂನು ಪ್ರಕಾರ ಕ್ರಮ ಕೈಗೊಳ್ಳಲಾಗುವುದು ಎಂದು ಸಚಿವರು ಎಚ್ಚರಿಸಿದರು. [1090,695,1256,753]
conference-photo [888,1676,1084,1800]
sidebar-title: ಆತ್ಮಹತ್ಯೆ, ಒಂದೇ ದಾರಿ [690,610,802,628]
